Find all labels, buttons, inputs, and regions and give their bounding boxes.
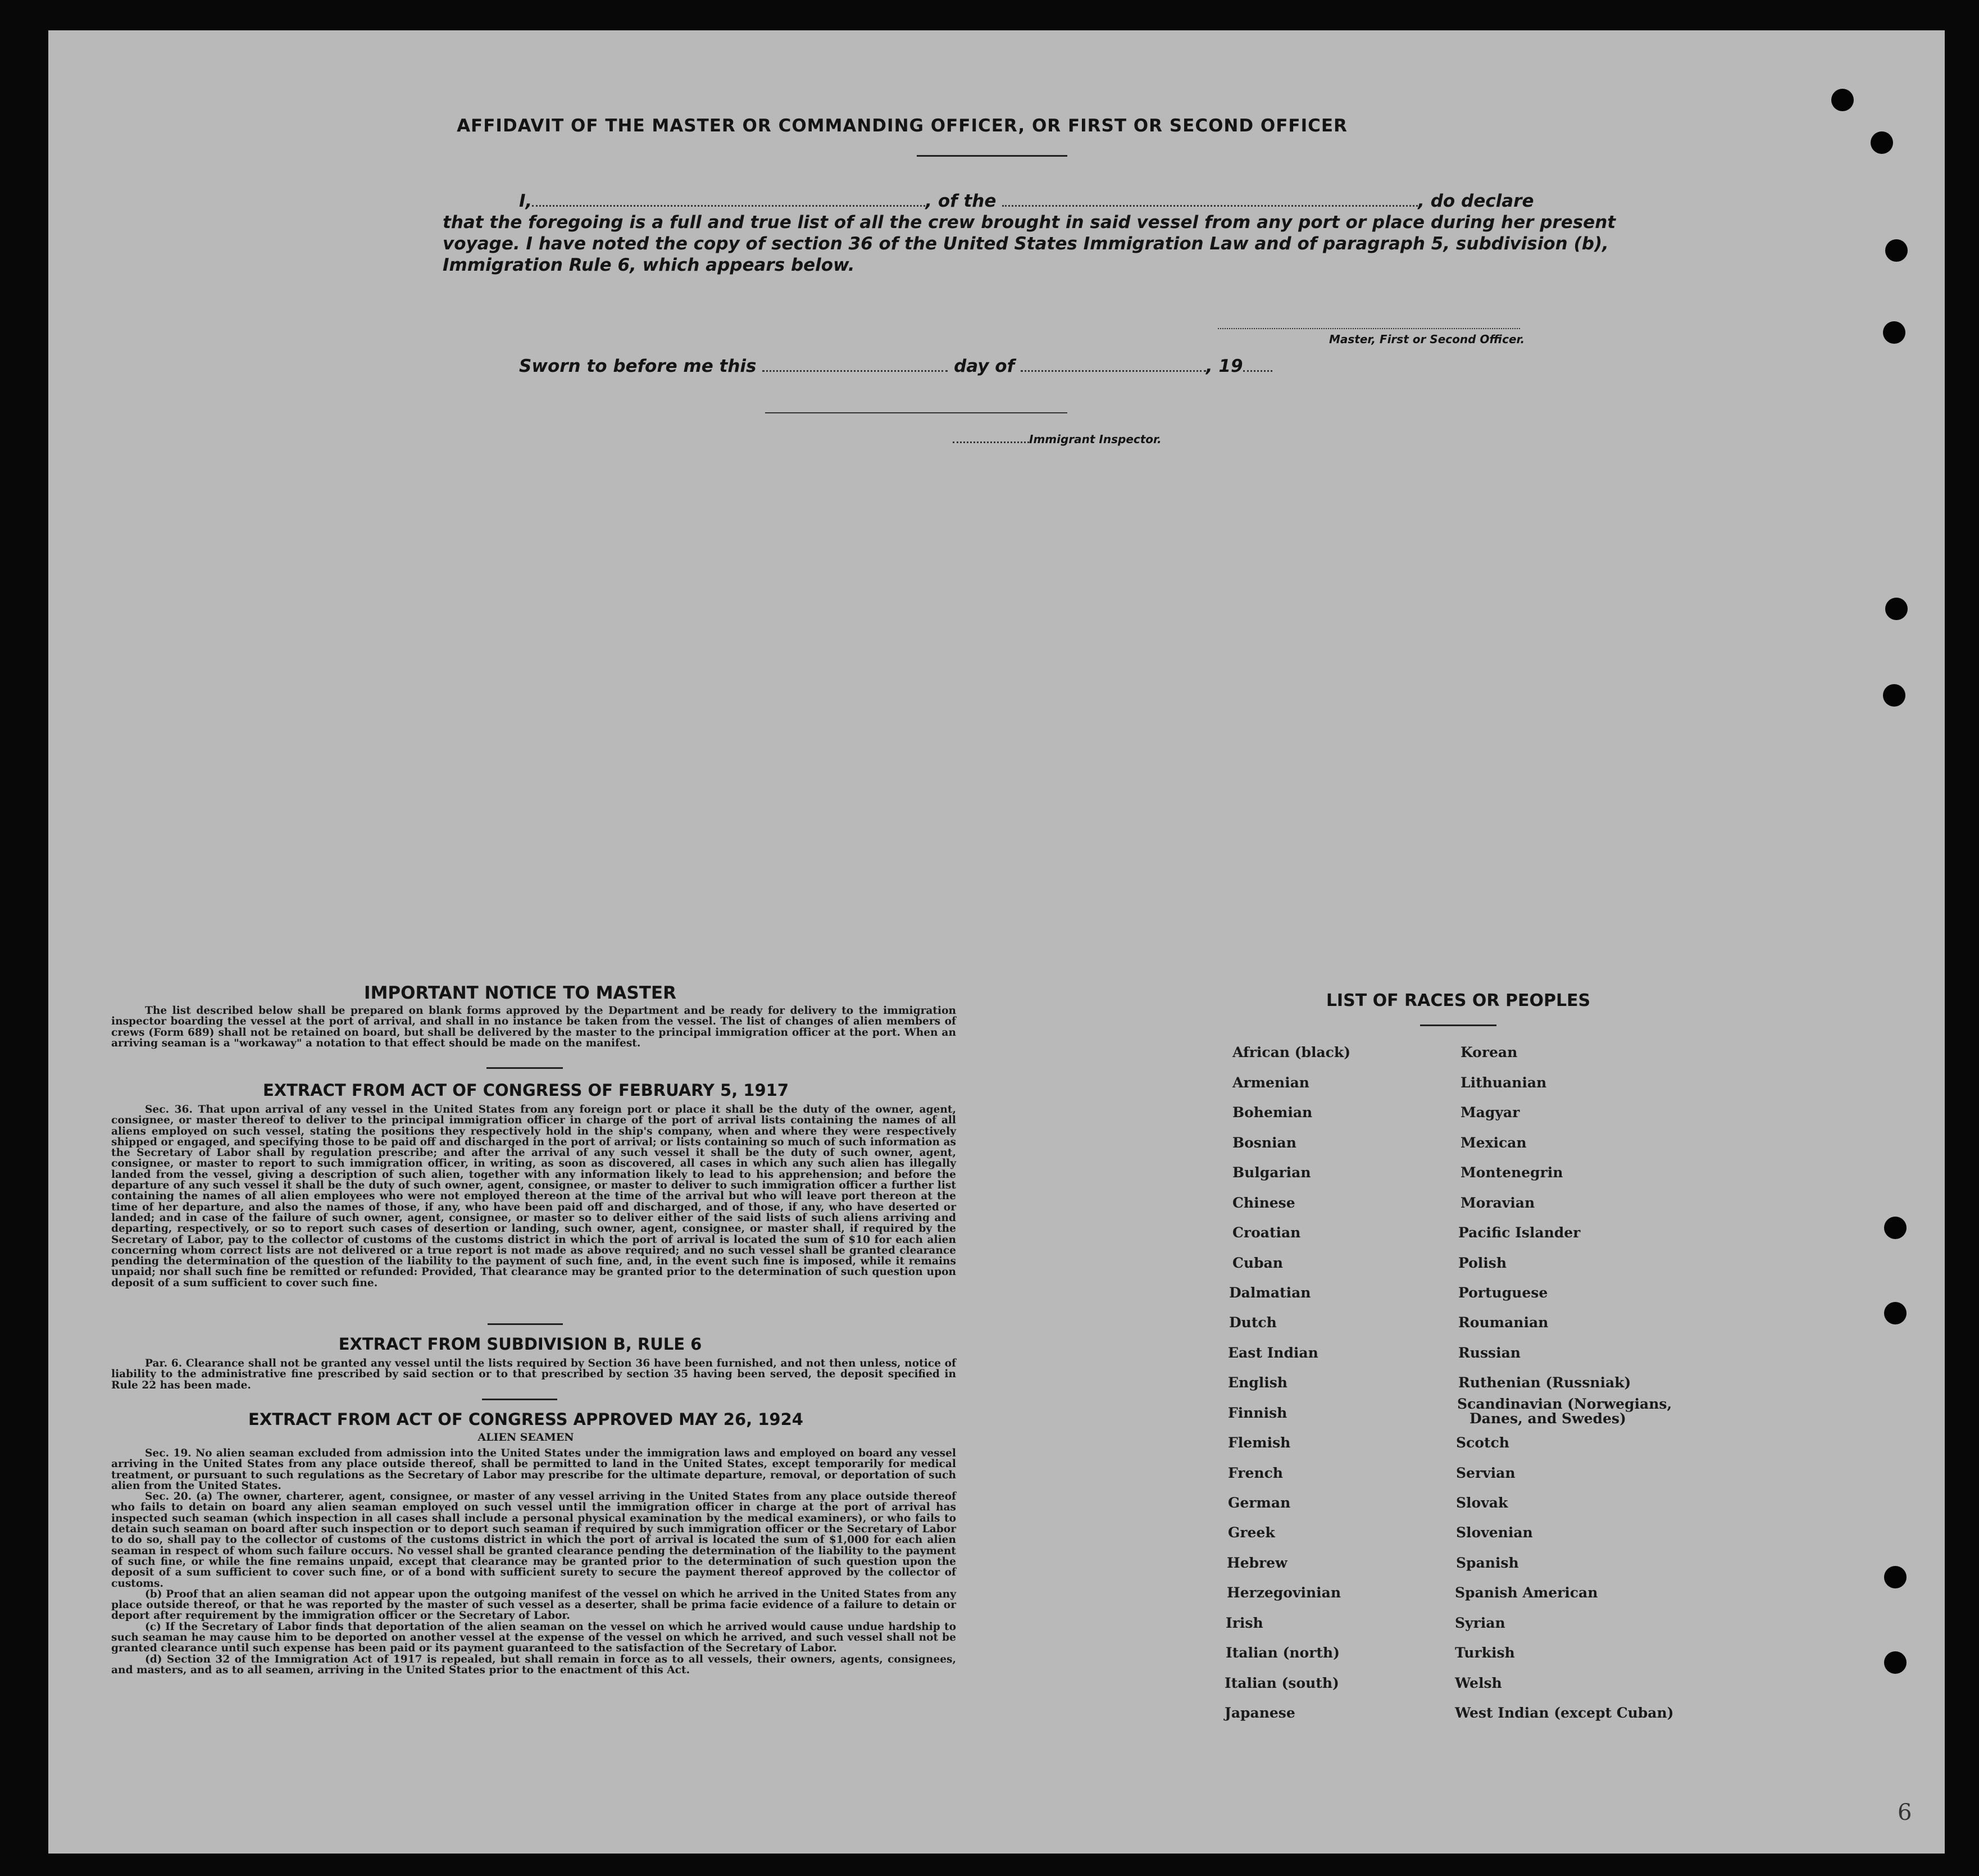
subdivision-text: [111, 1358, 956, 1391]
race-item: Flemish: [1228, 1435, 1291, 1451]
extract-1924-subtitle: ALIEN SEAMEN: [477, 1431, 574, 1444]
race-item: Finnish: [1228, 1405, 1288, 1421]
race-item: Syrian: [1455, 1615, 1505, 1631]
race-item: Slovak: [1456, 1495, 1508, 1511]
race-item: Hebrew: [1227, 1555, 1288, 1571]
race-item: Bulgarian: [1232, 1164, 1311, 1181]
declare-label: , do declare: [1418, 191, 1534, 211]
inspector-dotted-leader: [953, 439, 1029, 443]
declaration-line-4: Immigration Rule 6, which appears below.: [443, 255, 855, 275]
sworn-line: [519, 356, 1272, 376]
sec-20c-paragraph: (c) If the Secretary of Labor finds that deportation of the alien seaman on the vessel on which he arrived would cause undue hardship to such seaman he may cause him to be deported on another vessel at the expense of the vessel on which he arrived, and such vessel shall not be granted clearance until such expense has been paid or its payment guaranteed to the satisfaction of the Secretary of Labor.: [111, 1620, 956, 1655]
binder-hole-icon: [1831, 89, 1854, 111]
year-label: , 19: [1205, 356, 1243, 376]
race-item: Ruthenian (Russniak): [1458, 1374, 1631, 1391]
extract-1917-text: [111, 1104, 956, 1288]
race-item: Portuguese: [1458, 1285, 1548, 1301]
sec-20d-paragraph: (d) Section 32 of the Immigration Act of 1917 is repealed, but shall remain in force as to all vessels, their owners, agents, consignees, and masters, and as to all seamen, arriving in the United States prior to the enactment of this Act.: [111, 1653, 956, 1676]
race-item: African (black): [1232, 1044, 1351, 1060]
race-item: Welsh: [1455, 1675, 1502, 1691]
sec-20b-paragraph: (b) Proof that an alien seaman did not appear upon the outgoing manifest of the vessel on which he arrived in the United States from any place outside thereof, or that he was reported by the master of such vessel as a deserter, shall be prima facie evidence of a failure to detain or deport after requirement by the immigration officer or the Secretary of Labor.: [111, 1588, 956, 1622]
divider: [1420, 1024, 1496, 1026]
declaration-line-1: [519, 191, 1534, 211]
officer-signature-field[interactable]: [1218, 327, 1520, 329]
race-item: Greek: [1228, 1524, 1275, 1541]
subdivision-title: EXTRACT FROM SUBDIVISION B, RULE 6: [338, 1335, 702, 1354]
divider: [488, 1323, 563, 1325]
race-item: Dutch: [1229, 1314, 1277, 1331]
race-item: Irish: [1226, 1615, 1263, 1631]
sworn-day-field[interactable]: [762, 367, 948, 372]
corner-mark: 6: [1898, 1800, 1912, 1825]
divider: [486, 1067, 563, 1069]
binder-hole-icon: [1883, 321, 1905, 344]
sec-19-paragraph: Sec. 19. No alien seaman excluded from admission into the United States under the immigration laws and employed on board any vessel arriving in the United States from any place outside thereof, shall be permitted to land in the United States, except temporarily for medical treatment, or pursuant to such regulations as the Secretary of Labor may prescribe for the ultimate departure, removal, or deportation of such alien from the United States.: [111, 1447, 956, 1492]
inspector-label: Immigrant Inspector.: [1029, 432, 1162, 446]
race-item: Cuban: [1232, 1255, 1283, 1271]
inspector-signature-label: [953, 432, 1162, 446]
divider: [482, 1399, 557, 1400]
declaration-line-2: that the foregoing is a full and true list of all the crew brought in said vessel from any port or place during her present: [443, 212, 1616, 233]
extract-1924-title: EXTRACT FROM ACT OF CONGRESS APPROVED MAY 26, 1924: [248, 1410, 803, 1429]
race-item: Roumanian: [1458, 1314, 1549, 1331]
race-item: Chinese: [1232, 1195, 1295, 1211]
race-item: Scotch: [1456, 1435, 1509, 1451]
declaration-line-3: voyage. I have noted the copy of section 36 of the United States Immigration Law and of paragraph 5, subdivision (b),: [443, 234, 1609, 254]
race-item: Montenegrin: [1461, 1164, 1563, 1181]
race-item: Armenian: [1232, 1074, 1309, 1091]
race-item: Herzegovinian: [1227, 1584, 1341, 1601]
extract-1917-paragraph: Sec. 36. That upon arrival of any vessel in the United States from any foreign port or place it shall be the duty of the owner, agent, consignee, or master thereof to deliver to the principal immigration officer in charge of the port of arrival lists containing the names of all aliens employed on such vessel, stating the positions they respectively hold in the ship's company, when and where they were respectively shipped or engaged, and specifying those to be paid off and discharged in the port of arrival; or lists containing so much of such information as the Secretary of Labor shall by regulation prescribe; and after the arrival of any such vessel it shall be the duty of such owner, agent, consignee, or master to report to such immigration officer, in writing, as soon as discovered, all cases in which any such alien has illegally landed from the vessel, giving a description of such alien, together with any information likely to lead to his apprehension; and before the departure of any such vessel it shall be the duty of such owner, agent, consignee, or master to deliver to such immigration officer a further list containing the names of all alien employees who were not employed thereon at the time of the arrival but who will leave port thereon at the time of her departure, and also the names of those, if any, who have been paid off and discharged, and of those, if any, who have deserted or landed; and in case of the failure of such owner, agent, consignee, or master so to deliver either of the said lists of such aliens arriving and departing, respectively, or so to report such cases of desertion or landing, such owner, agent, consignee, or master shall, if required by the Secretary of Labor, pay to the collector of customs of the customs district in which the port of arrival is located the sum of $10 for each alien concerning whom correct lists are not delivered or a true report is not made as above required; and no such vessel shall be granted clearance pending the determination of the question of the liability to the payment of such fine, and, in the event such fine is imposed, while it remains unpaid; nor shall such fine be remitted or refunded: Provided, That clearance may be granted prior to the determination of such question upon deposit of a sum sufficient to cover such fine.: [111, 1104, 956, 1289]
race-item: West Indian (except Cuban): [1455, 1705, 1674, 1721]
sworn-month-field[interactable]: [1021, 367, 1206, 372]
race-item: Servian: [1456, 1465, 1516, 1481]
declarant-name-field[interactable]: [532, 202, 925, 207]
officer-signature-label: Master, First or Second Officer.: [1329, 333, 1525, 346]
binder-hole-icon: [1883, 684, 1905, 707]
binder-hole-icon: [1884, 1651, 1907, 1674]
notice-title: IMPORTANT NOTICE TO MASTER: [364, 983, 676, 1003]
sworn-label: Sworn to before me this: [519, 356, 757, 376]
form-page: [48, 30, 1945, 1854]
race-item: Pacific Islander: [1458, 1224, 1581, 1241]
race-item: Croatian: [1232, 1224, 1301, 1241]
race-item: English: [1228, 1374, 1288, 1391]
notice-text: [111, 1005, 956, 1049]
race-item: Slovenian: [1456, 1524, 1533, 1541]
race-item: Polish: [1458, 1255, 1507, 1271]
race-item: Russian: [1458, 1345, 1521, 1361]
race-item: Lithuanian: [1461, 1074, 1547, 1091]
race-item: French: [1228, 1465, 1283, 1481]
binder-hole-icon: [1871, 131, 1893, 154]
binder-hole-icon: [1884, 1302, 1907, 1324]
sworn-year-field[interactable]: [1243, 367, 1272, 372]
race-item: Dalmatian: [1229, 1285, 1311, 1301]
race-item: East Indian: [1228, 1345, 1318, 1361]
vessel-name-field[interactable]: [1002, 202, 1418, 207]
race-item: Turkish: [1455, 1645, 1515, 1661]
race-item: Moravian: [1461, 1195, 1535, 1211]
affidavit-title: AFFIDAVIT OF THE MASTER OR COMMANDING OFFICER, OR FIRST OR SECOND OFFICER: [457, 116, 1348, 136]
subdivision-paragraph: Par. 6. Clearance shall not be granted any vessel until the lists required by Section 36 have been furnished, and not then unless, notice of liability to the administrative fine prescribed by said section or to that prescribed by section 35 having been served, the deposit specified in Rule 22 has been made.: [111, 1358, 956, 1391]
race-item: Italian (north): [1226, 1645, 1340, 1661]
race-item: Korean: [1461, 1044, 1518, 1060]
sec-20a-paragraph: Sec. 20. (a) The owner, charterer, agent, consignee, or master of any vessel arriving in the United States from any place outside thereof who fails to detain on board any alien seaman employed on such vessel until the immigration officer in charge at the port of arrival has inspected such seaman (which inspection in all cases shall include a personal physical examination by the medical examiners), or who fails to detain such seaman on board after such inspection or to deport such seaman if required by such immigration officer or the Secretary of Labor to do so, shall pay to the collector of customs of the customs district in which the port of arrival is located the sum of $1,000 for each alien seaman in respect of whom such failure occurs. No vessel shall be granted clearance pending the determination of the liability to the payment of such fine, or while the fine remains unpaid, except that clearance may be granted prior to the determination of such question upon the deposit of a sum sufficient to cover such fine, or of a bond with sufficient surety to secure the payment thereof approved by the collector of customs.: [111, 1491, 956, 1590]
race-item: Japanese: [1225, 1705, 1295, 1721]
binder-hole-icon: [1885, 598, 1908, 620]
vessel-label: , of the: [925, 191, 997, 211]
notice-paragraph: The list described below shall be prepared on blank forms approved by the Department and be ready for delivery to the immigration inspector boarding the vessel at the port of arrival, and shall in no instance be taken from the vessel. The list of changes of alien members of crews (Form 689) shall not be retained on board, but shall be delivered by the master to the principal immigration officer at the port. When an arriving seaman is a "workaway" a notation to that effect should be made on the manifest.: [111, 1005, 956, 1049]
race-item: Magyar: [1461, 1104, 1520, 1121]
inspector-signature-field[interactable]: [765, 412, 1067, 413]
extract-1924-text: [111, 1448, 956, 1675]
race-item: Mexican: [1461, 1135, 1527, 1151]
races-title: LIST OF RACES OR PEOPLES: [1326, 991, 1591, 1010]
race-item: Bohemian: [1232, 1104, 1313, 1121]
race-item: Scandinavian (Norwegians,: [1457, 1396, 1672, 1412]
race-item: Italian (south): [1225, 1675, 1339, 1691]
race-item: German: [1228, 1495, 1291, 1511]
race-item: Danes, and Swedes): [1470, 1410, 1626, 1427]
binder-hole-icon: [1884, 1217, 1907, 1239]
binder-hole-icon: [1885, 239, 1908, 262]
divider: [917, 155, 1067, 157]
race-item: Spanish: [1456, 1555, 1519, 1571]
day-of-label: day of: [954, 356, 1015, 376]
race-item: Spanish American: [1455, 1584, 1598, 1601]
declarant-label: I,: [519, 191, 533, 211]
race-item: Bosnian: [1232, 1135, 1296, 1151]
binder-hole-icon: [1884, 1566, 1907, 1588]
extract-1917-title: EXTRACT FROM ACT OF CONGRESS OF FEBRUARY 5, 1917: [262, 1081, 789, 1100]
